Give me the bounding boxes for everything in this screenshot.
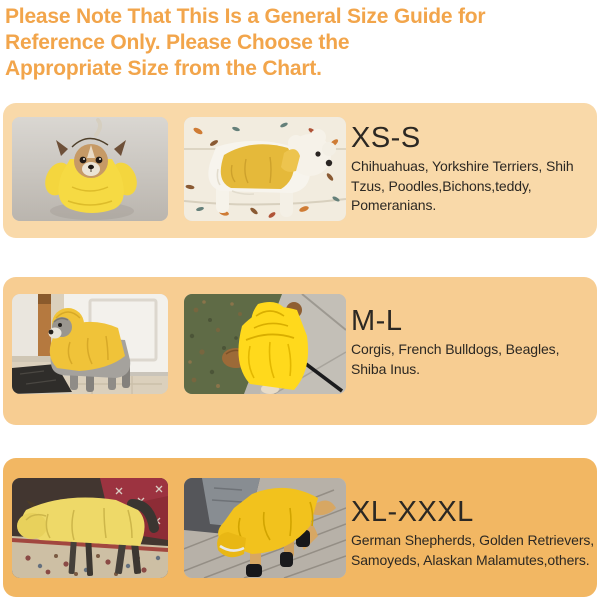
breeds-line: Tzus, Poodles,Bichons,teddy, [351, 177, 532, 194]
corgi-on-sidewalk-photo [184, 294, 346, 394]
breeds-line: Samoyeds, Alaskan Malamutes,others. [351, 551, 590, 568]
corgi-on-sidewalk-illustration [184, 294, 346, 394]
retriever-with-boots-illustration [184, 478, 346, 578]
retriever-with-boots-photo [184, 478, 346, 578]
shaggy-dog-by-door-illustration [12, 294, 168, 394]
size-label: M-L [351, 305, 403, 337]
bichon-on-couch-photo [184, 117, 346, 221]
breeds-list [351, 340, 559, 379]
breeds-list [351, 157, 574, 216]
size-label: XS-S [351, 122, 421, 154]
title-line-2: Reference Only. Please Choose the [5, 31, 350, 54]
breeds-line: Corgis, French Bulldogs, Beagles, [351, 341, 560, 357]
chihuahua-front-illustration [12, 117, 168, 221]
size-label: XL-XXXL [351, 496, 474, 528]
german-shepherd-on-rug-photo [12, 478, 168, 578]
size-row-xl-xxxl [3, 458, 597, 597]
shaggy-dog-by-door-photo [12, 294, 168, 394]
size-row-xs-s [3, 103, 597, 238]
size-info-xs-s [351, 121, 574, 216]
breeds-line: Shiba Inus. [351, 360, 420, 377]
size-info-m-l [351, 304, 559, 379]
size-guide-title [5, 4, 485, 82]
bichon-on-couch-illustration [184, 117, 346, 221]
chihuahua-front-photo [12, 117, 168, 221]
breeds-line: Pomeranians. [351, 197, 437, 213]
breeds-line: Chihuahuas, Yorkshire Terriers, Shih [351, 158, 574, 174]
title-line-3: Appropriate Size from the Chart. [5, 57, 322, 80]
size-info-xl-xxxl [351, 495, 594, 570]
breeds-line: German Shepherds, Golden Retrievers, [351, 532, 595, 548]
breeds-list [351, 531, 594, 570]
german-shepherd-on-rug-illustration [12, 478, 168, 578]
size-row-m-l [3, 277, 597, 425]
title-line-1: Please Note That This Is a General Size Guide for [5, 5, 486, 28]
